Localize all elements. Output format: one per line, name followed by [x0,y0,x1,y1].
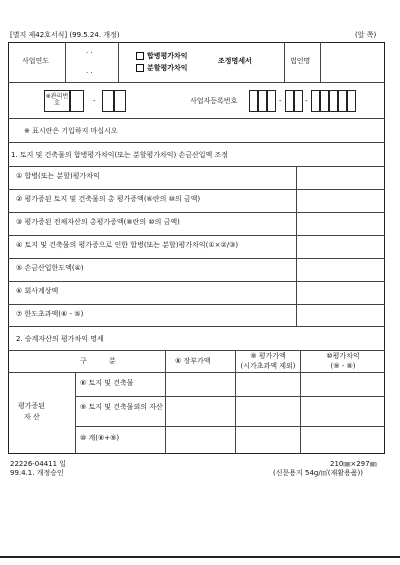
corp-label: 법인명 [290,57,311,65]
page-side: (앞 쪽) [355,31,377,39]
s1-row-5: ⑤ 손금산입한도액(④) [16,264,84,272]
s1-row-7: ⑦ 한도초과액(⑥ - ⑤) [16,310,84,318]
year-value-bottom: · · [86,69,93,77]
footer-paper: (신문용지 54g/㎡(재활용품)) [273,469,363,477]
header-eval-note: (시가초과액 제외) [240,362,296,370]
header-eval-value: ⑨ 평가가액 [250,352,286,360]
biz-box-2[interactable] [258,90,267,112]
year-label: 사업연도 [22,57,50,65]
form-title: 조정명세서 [218,57,252,65]
s1-row-1: ① 합병(또는 분할)평가차익 [16,172,100,180]
biz-box-7[interactable] [320,90,329,112]
biz-box-9[interactable] [338,90,347,112]
section1-title: 1. 토지 및 건축물의 합병평가차익(또는 분할평가차익) 손금산입액 조정 [11,151,229,159]
dash: - [279,97,282,105]
dash: - [305,97,308,105]
s2-row-2: ⑨ 토지 및 건축물외의 자산 [80,403,163,411]
footer-approval: 99.4.1. 개정승인 [10,469,64,477]
s1-row-4: ④ 토지 및 건축물의 평가증으로 인한 합병(또는 분할)평가차익(①×②/③) [16,241,239,249]
mgmt-box-2[interactable] [102,90,114,112]
mgmt-label: ※관리번호 [45,93,69,108]
option-merger[interactable]: 합병평가차익 [136,52,188,60]
s1-row-3: ③ 평가증된 전체자산의 총평가증액(⑧란의 ⑩의 금액) [16,218,180,226]
mgmt-box-3[interactable] [114,90,126,112]
biz-box-10[interactable] [347,90,356,112]
group-label: 평가증된 [18,402,46,410]
biz-reg-label: 사업자등록번호 [190,97,238,105]
header-book-value: ⑧ 장부가액 [175,357,211,365]
notice: ※ 표시란은 기입하지 마십시오 [24,127,118,135]
option-split[interactable]: 분할평가차익 [136,64,188,72]
section2-title: 2. 승계자산의 평가차익 명세 [16,335,104,343]
checkbox-icon[interactable] [136,64,144,72]
biz-box-5[interactable] [294,90,303,112]
year-value-top: · · [86,49,93,57]
form-number: [별지 제42호서식] (99.5.24. 개정) [10,31,120,39]
biz-box-1[interactable] [249,90,258,112]
biz-box-4[interactable] [285,90,294,112]
header-diff-formula: (⑨ - ⑧) [330,362,356,370]
dash: - [93,97,96,105]
group-label-2: 자 산 [24,413,40,421]
checkbox-icon[interactable] [136,52,144,60]
biz-box-8[interactable] [329,90,338,112]
footer-code: 22226-04411 일 [10,460,67,468]
s2-row-3: ⑩ 계(⑧+⑨) [80,434,120,442]
s1-row-2: ② 평가증된 토지 및 건축물의 총 평가증액(⑥란의 ⑩의 금액) [16,195,201,203]
header-diff: ⑩평가차익 [326,352,360,360]
header-category: 구 분 [80,357,116,365]
s2-row-1: ⑧ 토지 및 건축물 [80,379,134,387]
s1-row-6: ⑥ 회사계상액 [16,287,59,295]
mgmt-box-1[interactable] [70,90,84,112]
page-bottom-line [0,556,400,558]
footer-size: 210㎜×297㎜ [330,460,377,468]
biz-box-6[interactable] [311,90,320,112]
biz-box-3[interactable] [267,90,276,112]
